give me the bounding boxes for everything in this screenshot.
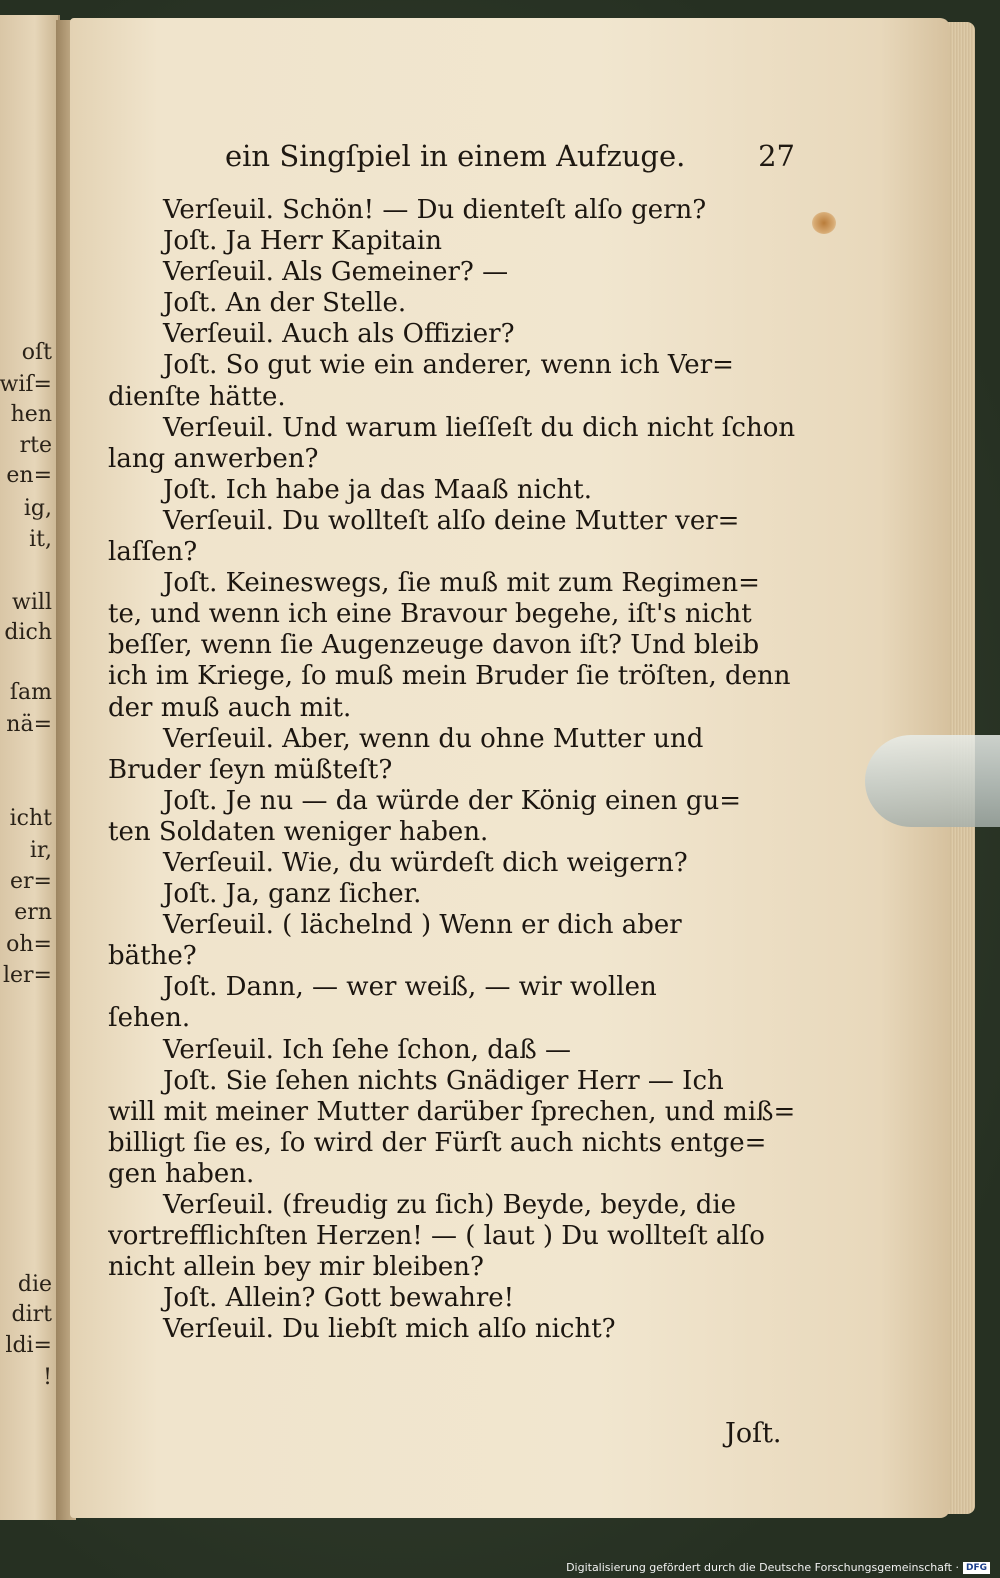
- text-line: laſſen?: [108, 537, 198, 568]
- text-line: Joſt. Dann, — wer weiß, — wir wollen: [163, 972, 657, 1003]
- left-page-fragment: nä=: [6, 712, 52, 737]
- text-line: te, und wenn ich eine Bravour begehe, iſt's nicht: [108, 599, 752, 630]
- text-line: lang anwerben?: [108, 443, 319, 474]
- left-page-fragment: die: [17, 1272, 52, 1297]
- text-line: Verſeuil. ( lächelnd ) Wenn er dich aber: [163, 910, 682, 941]
- text-line: beſſer, wenn ſie Augenzeuge davon iſt? Und bleib: [108, 630, 760, 661]
- left-page-fragment: dich: [4, 620, 52, 645]
- text-line: ten Soldaten weniger haben.: [108, 816, 489, 847]
- catchword: Joſt.: [725, 1418, 782, 1449]
- left-page-fragment: ern: [14, 900, 52, 925]
- text-line: Verſeuil. Du liebſt mich alſo nicht?: [163, 1314, 616, 1345]
- left-page-fragment: ler=: [2, 963, 52, 988]
- text-line: bäthe?: [108, 941, 197, 972]
- text-line: Joſt. An der Stelle.: [163, 288, 407, 319]
- text-line: Verſeuil. (freudig zu ſich) Beyde, beyde, die: [163, 1190, 737, 1220]
- text-line: Joſt. Keineswegs, ſie muß mit zum Regimen=: [163, 568, 760, 599]
- dfg-logo: DFG: [963, 1562, 990, 1574]
- text-line: Joſt. Sie ſehen nichts Gnädiger Herr — Ich: [163, 1065, 724, 1096]
- text-line: nicht allein bey mir bleiben?: [108, 1252, 484, 1283]
- text-line: Joſt. Ja, ganz ſicher.: [163, 879, 422, 910]
- text-line: Verſeuil. Ich ſehe ſchon, daß —: [163, 1034, 572, 1065]
- left-page-fragment: ir,: [29, 838, 52, 863]
- text-line: Joſt. Je nu — da würde der König einen gu=: [163, 785, 741, 816]
- text-line: Verſeuil. Aber, wenn du ohne Mutter und: [163, 723, 704, 754]
- text-line: dienſte hätte.: [108, 381, 286, 412]
- text-line: Joſt. Allein? Gott bewahre!: [163, 1283, 515, 1314]
- paper-stain: [812, 212, 836, 234]
- body-text: [108, 195, 813, 1345]
- text-line: ſehen.: [108, 1003, 191, 1034]
- text-line: Verſeuil. Du wollteſt alſo deine Mutter ver=: [163, 505, 740, 536]
- header-title: ein Singſpiel in einem Aufzuge.: [225, 139, 686, 173]
- text-line: Bruder ſeyn müßteſt?: [108, 754, 393, 785]
- left-page-fragment: en=: [6, 463, 52, 488]
- left-page-fragment: it,: [29, 527, 52, 552]
- running-header: [225, 136, 795, 176]
- text-line: Verſeuil. Und warum lieſſeſt du dich nicht ſchon: [163, 412, 796, 443]
- left-page-fragment: oh=: [6, 932, 52, 957]
- text-line: Verſeuil. Auch als Offizier?: [163, 319, 515, 350]
- text-line: Verſeuil. Wie, du würdeſt dich weigern?: [163, 847, 688, 878]
- left-page-fragment: rte: [19, 433, 52, 458]
- credit-text: Digitalisierung gefördert durch die Deutsche Forschungsgemeinschaft ·: [566, 1561, 959, 1574]
- left-page-fragment: hen: [10, 402, 52, 427]
- left-page-fragment: er=: [10, 869, 52, 894]
- page-number: 27: [758, 139, 795, 173]
- left-page-fragment: will: [12, 590, 52, 615]
- left-page-fragment: wiſ=: [0, 372, 52, 397]
- text-line: der muß auch mit.: [108, 692, 352, 723]
- text-line: will mit meiner Mutter darüber ſprechen, und miß=: [108, 1096, 796, 1127]
- text-line: gen haben.: [108, 1158, 255, 1189]
- text-line: Joſt. So gut wie ein anderer, wenn ich Ver=: [163, 350, 734, 381]
- text-line: Joſt. Ich habe ja das Maaß nicht.: [163, 474, 592, 505]
- digitization-credit: [566, 1561, 990, 1574]
- text-line: billigt ſie es, ſo wird der Fürſt auch nichts entge=: [108, 1127, 767, 1158]
- left-page-fragment: oſt: [21, 340, 52, 365]
- left-page-fragment: icht: [9, 806, 52, 831]
- text-line: vortrefflichſten Herzen! — ( laut ) Du wollteſt alſo: [108, 1221, 765, 1252]
- page-clip: [865, 735, 1000, 827]
- left-page-fragment: ldi=: [5, 1333, 52, 1358]
- text-line: Verſeuil. Als Gemeiner? —: [163, 257, 509, 288]
- text-line: Verſeuil. Schön! — Du dienteſt alſo gern?: [163, 195, 707, 225]
- left-page-fragment: ſam: [9, 680, 52, 705]
- left-page: [0, 15, 60, 1520]
- text-line: ich im Kriege, ſo muß mein Bruder ſie tröſten, denn: [108, 661, 791, 692]
- left-page-fragment: ig,: [23, 496, 52, 521]
- left-page-fragment: dirt: [11, 1302, 52, 1327]
- left-page-fragment: !: [43, 1365, 52, 1390]
- text-line: Joſt. Ja Herr Kapitain: [163, 226, 442, 257]
